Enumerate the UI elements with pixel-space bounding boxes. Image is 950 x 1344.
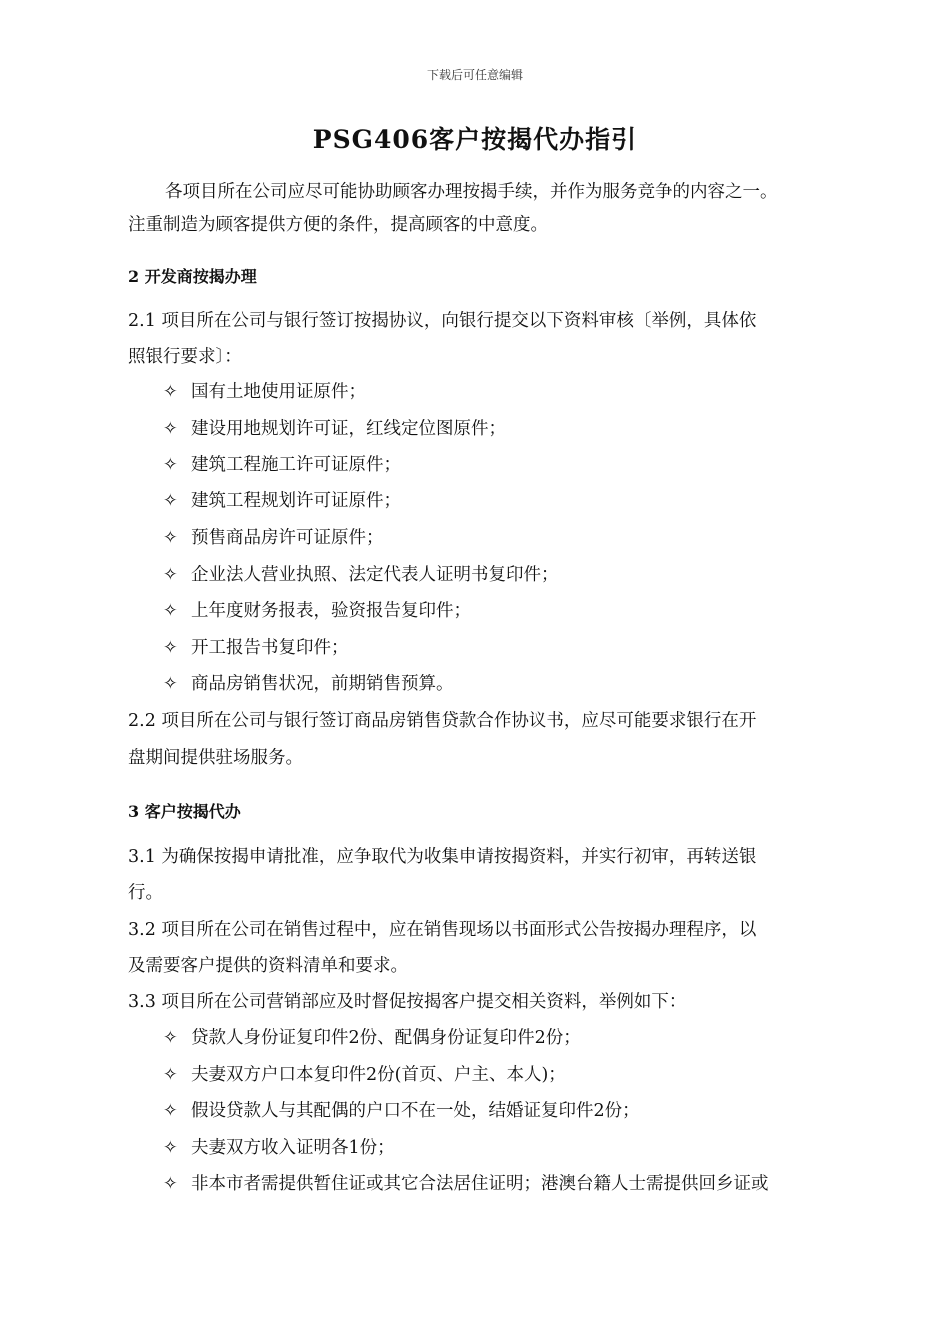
paragraph-3-1-line-2: 行。 bbox=[128, 883, 163, 903]
paragraph-3-2-line-1: 3.2 项目所在公司在销售过程中，应在销售现场以书面形式公告按揭办理程序，以 bbox=[128, 920, 757, 940]
paragraph-2-2-line-2: 盘期间提供驻场服务。 bbox=[128, 748, 303, 768]
section-3-heading: 3 客户按揭代办 bbox=[128, 802, 241, 821]
paragraph-3-3: 3.3 项目所在公司营销部应及时督促按揭客户提交相关资料，举例如下： bbox=[128, 992, 687, 1012]
bullet-icon: ✧ bbox=[163, 1065, 178, 1085]
list-item: ✧ 夫妻双方收入证明各1份； bbox=[163, 1138, 395, 1158]
bullet-icon: ✧ bbox=[163, 1174, 178, 1194]
bullet-icon: ✧ bbox=[163, 455, 178, 475]
list-item: ✧ 预售商品房许可证原件； bbox=[163, 528, 384, 548]
bullet-icon: ✧ bbox=[163, 1028, 178, 1048]
list-item: ✧ 开工报告书复印件； bbox=[163, 638, 349, 658]
intro-line-1: 各项目所在公司应尽可能协助顾客办理按揭手续，并作为服务竞争的内容之一。 bbox=[165, 182, 778, 202]
bullet-icon: ✧ bbox=[163, 565, 178, 585]
header-note: 下载后可任意编辑 bbox=[426, 68, 523, 82]
bullet-icon: ✧ bbox=[163, 638, 178, 658]
section-2-heading: 2 开发商按揭办理 bbox=[128, 267, 257, 286]
intro-line-2: 注重制造为顾客提供方便的条件，提高顾客的中意度。 bbox=[128, 215, 548, 235]
list-item: ✧ 建筑工程规划许可证原件； bbox=[163, 491, 401, 511]
list-item: ✧ 国有土地使用证原件； bbox=[163, 382, 366, 402]
bullet-icon: ✧ bbox=[163, 1138, 178, 1158]
list-item: ✧ 建筑工程施工许可证原件； bbox=[163, 455, 401, 475]
bullet-icon: ✧ bbox=[163, 528, 178, 548]
paragraph-3-2-line-2: 及需要客户提供的资料清单和要求。 bbox=[128, 956, 408, 976]
bullet-icon: ✧ bbox=[163, 491, 178, 511]
list-item: ✧ 企业法人营业执照、法定代表人证明书复印件； bbox=[163, 565, 559, 585]
paragraph-2-2-line-1: 2.2 项目所在公司与银行签订商品房销售贷款合作协议书，应尽可能要求银行在开 bbox=[128, 711, 757, 731]
list-item: ✧ 夫妻双方户口本复印件2份(首页、户主、本人)； bbox=[163, 1065, 566, 1085]
bullet-icon: ✧ bbox=[163, 601, 178, 621]
list-item: ✧ 上年度财务报表，验资报告复印件； bbox=[163, 601, 471, 621]
paragraph-3-1-line-1: 3.1 为确保按揭申请批准，应争取代为收集申请按揭资料，并实行初审，再转送银 bbox=[128, 847, 757, 867]
list-item: ✧ 非本市者需提供暂住证或其它合法居住证明；港澳台籍人士需提供回乡证或 bbox=[163, 1174, 769, 1194]
list-item: ✧ 贷款人身份证复印件2份、配偶身份证复印件2份； bbox=[163, 1028, 581, 1048]
paragraph-2-1-line-2: 照银行要求〕： bbox=[128, 347, 242, 367]
list-item: ✧ 建设用地规划许可证，红线定位图原件； bbox=[163, 419, 506, 439]
page-title: PSG406客户按揭代办指引 bbox=[312, 125, 638, 154]
bullet-icon: ✧ bbox=[163, 419, 178, 439]
paragraph-2-1-line-1: 2.1 项目所在公司与银行签订按揭协议，向银行提交以下资料审核〔举例，具体依 bbox=[128, 311, 757, 331]
bullet-icon: ✧ bbox=[163, 382, 178, 402]
bullet-icon: ✧ bbox=[163, 674, 178, 694]
list-item: ✧ 假设贷款人与其配偶的户口不在一处，结婚证复印件2份； bbox=[163, 1101, 640, 1121]
bullet-icon: ✧ bbox=[163, 1101, 178, 1121]
list-item: ✧ 商品房销售状况，前期销售预算。 bbox=[163, 674, 454, 694]
